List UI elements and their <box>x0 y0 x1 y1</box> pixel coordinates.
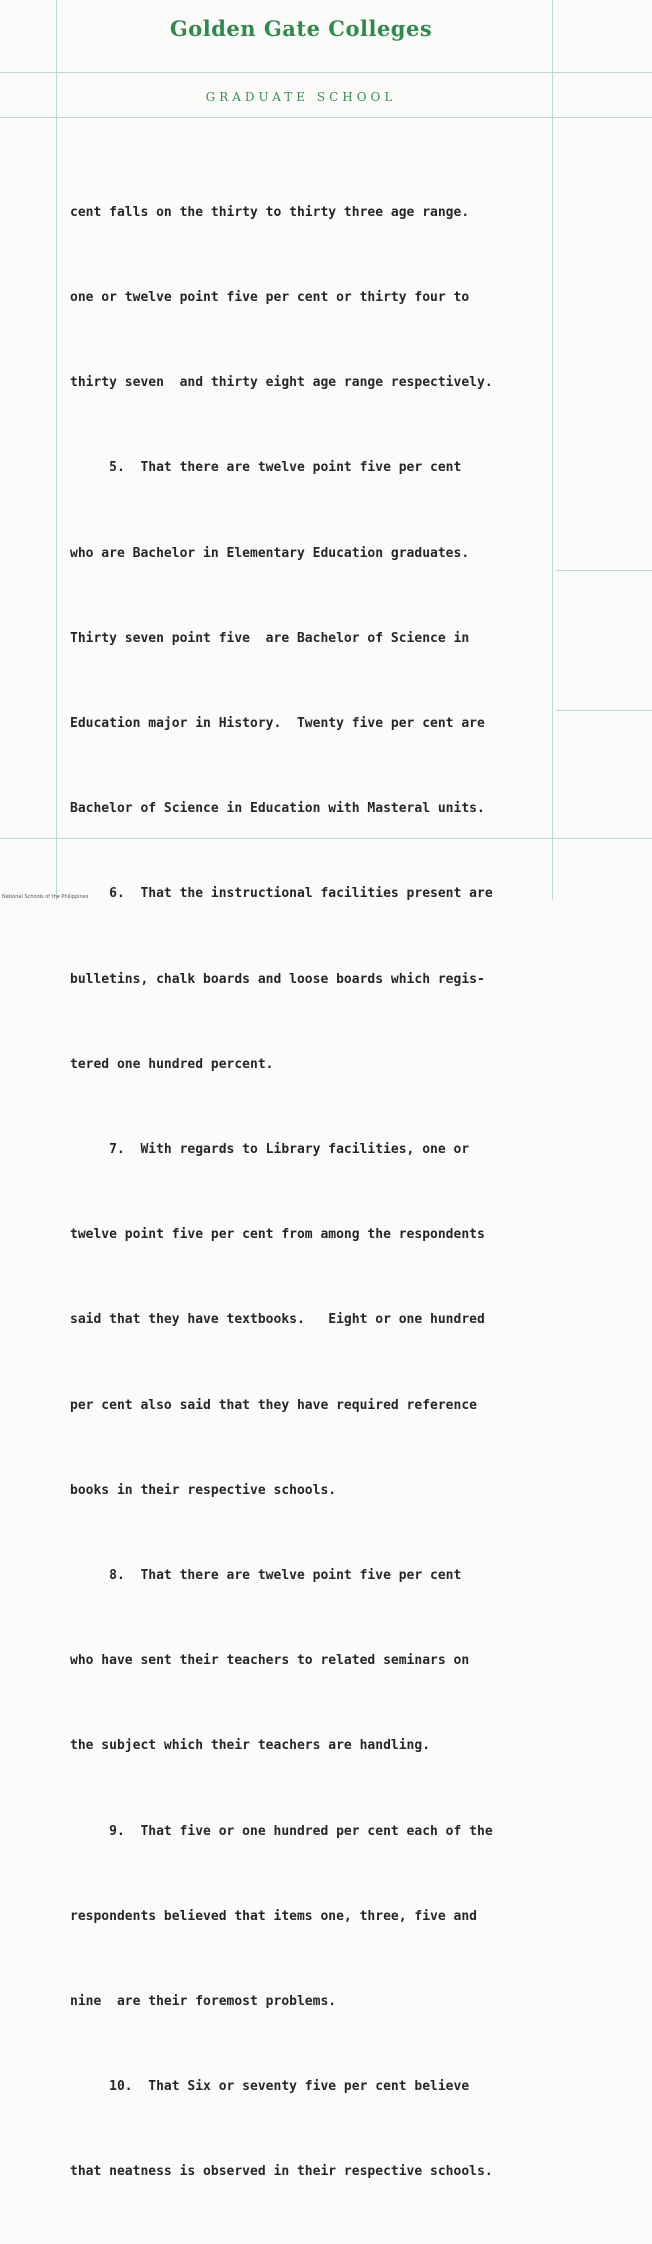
text-line: that neatness is observed in their respective schools. <box>70 2164 493 2180</box>
margin-rule-left <box>56 0 57 900</box>
text-line: 7. With regards to Library facilities, one or <box>70 1142 470 1158</box>
school-subtitle: GRADUATE SCHOOL <box>205 90 397 104</box>
text-line: the subject which their teachers are handling. <box>70 1738 431 1754</box>
text-line: thirty seven and thirty eight age range respectively. <box>70 375 493 391</box>
text-line: respondents believed that items one, three, five and <box>70 1908 477 1924</box>
header-rule-2 <box>0 117 652 118</box>
body-text <box>70 142 590 2244</box>
text-line: Education major in History. Twenty five per cent are <box>70 716 485 732</box>
text-line: 8. That there are twelve point five per cent <box>70 1568 462 1584</box>
text-line: tered one hundred percent. <box>70 1056 274 1072</box>
text-line: who are Bachelor in Elementary Education graduates. <box>70 545 470 561</box>
text-line: 10. That Six or seventy five per cent believe <box>70 2079 470 2095</box>
college-title: Golden Gate Colleges <box>169 16 433 41</box>
scan-footer-note: National Schools of the Philippines <box>2 894 89 900</box>
text-line: per cent also said that they have required reference <box>70 1397 477 1413</box>
text-line: Thirty seven point five are Bachelor of Science in <box>70 630 470 646</box>
text-line: 9. That five or one hundred per cent each of the <box>70 1823 493 1839</box>
text-line: one or twelve point five per cent or thirty four to <box>70 290 470 306</box>
text-line: said that they have textbooks. Eight or one hundred <box>70 1312 485 1328</box>
text-line: 5. That there are twelve point five per cent <box>70 460 462 476</box>
text-line: nine are their foremost problems. <box>70 1994 337 2010</box>
text-line: bulletins, chalk boards and loose boards which regis- <box>70 971 485 987</box>
text-line: twelve point five per cent from among the respondents <box>70 1227 485 1243</box>
header-rule-1 <box>0 72 652 73</box>
text-line: Bachelor of Science in Education with Masteral units. <box>70 801 485 817</box>
text-line: cent falls on the thirty to thirty three age range. <box>70 204 470 220</box>
text-line: 6. That the instructional facilities present are <box>70 886 493 902</box>
text-line: books in their respective schools. <box>70 1482 337 1498</box>
text-line: who have sent their teachers to related seminars on <box>70 1653 470 1669</box>
